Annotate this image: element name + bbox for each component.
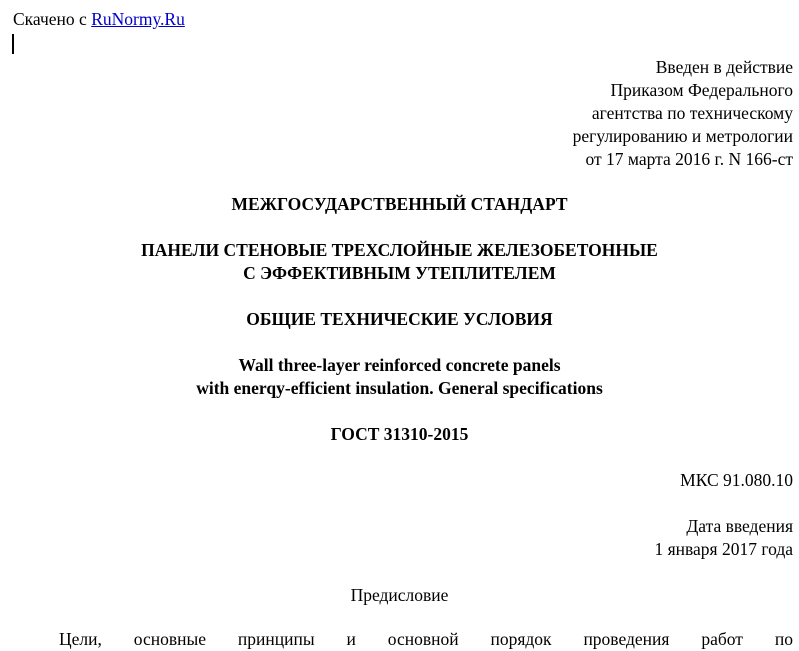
enactment-line-5: от 17 марта 2016 г. N 166-ст bbox=[585, 149, 793, 169]
preface-word: Цели, bbox=[59, 629, 102, 649]
preface-word: работ bbox=[701, 629, 743, 649]
preface-word: по bbox=[774, 629, 793, 649]
title-en-line-1: Wall three-layer reinforced concrete panels bbox=[238, 355, 561, 375]
source-link[interactable]: RuNormy.Ru bbox=[91, 9, 185, 29]
preface-word: основные bbox=[133, 629, 207, 649]
subtitle-ru: ОБЩИЕ ТЕХНИЧЕСКИЕ УСЛОВИЯ bbox=[246, 309, 553, 329]
enactment-line-1: Введен в действие bbox=[655, 57, 793, 77]
title-en-line-2: with enerqy-efficient insulation. General specifications bbox=[196, 378, 603, 398]
preface-word: принципы bbox=[237, 629, 315, 649]
standard-designation: ГОСТ 31310-2015 bbox=[330, 424, 469, 444]
download-source-line bbox=[13, 8, 185, 31]
preface-word: основной bbox=[387, 629, 459, 649]
enactment-line-2: Приказом Федерального bbox=[610, 80, 793, 100]
preface-heading: Предисловие bbox=[350, 585, 449, 605]
title-ru-line-2: С ЭФФЕКТИВНЫМ УТЕПЛИТЕЛЕМ bbox=[243, 263, 556, 283]
preface-word: порядок bbox=[490, 629, 552, 649]
enactment-line-3: агентства по техническому bbox=[591, 103, 793, 123]
standard-type: МЕЖГОСУДАРСТВЕННЫЙ СТАНДАРТ bbox=[231, 194, 568, 214]
download-source-prefix: Скачено с bbox=[13, 9, 87, 29]
preface-word: и bbox=[346, 629, 356, 649]
title-ru-line-1: ПАНЕЛИ СТЕНОВЫЕ ТРЕХСЛОЙНЫЕ ЖЕЛЕЗОБЕТОННЫЕ bbox=[141, 240, 658, 260]
effective-date-value: 1 января 2017 года bbox=[654, 539, 793, 559]
mks-code: МКС 91.080.10 bbox=[680, 470, 793, 490]
preface-first-line bbox=[59, 628, 793, 651]
effective-date-label: Дата введения bbox=[686, 516, 793, 536]
preface-word: проведения bbox=[583, 629, 670, 649]
enactment-line-4: регулированию и метрологии bbox=[572, 126, 793, 146]
text-caret bbox=[12, 34, 14, 54]
